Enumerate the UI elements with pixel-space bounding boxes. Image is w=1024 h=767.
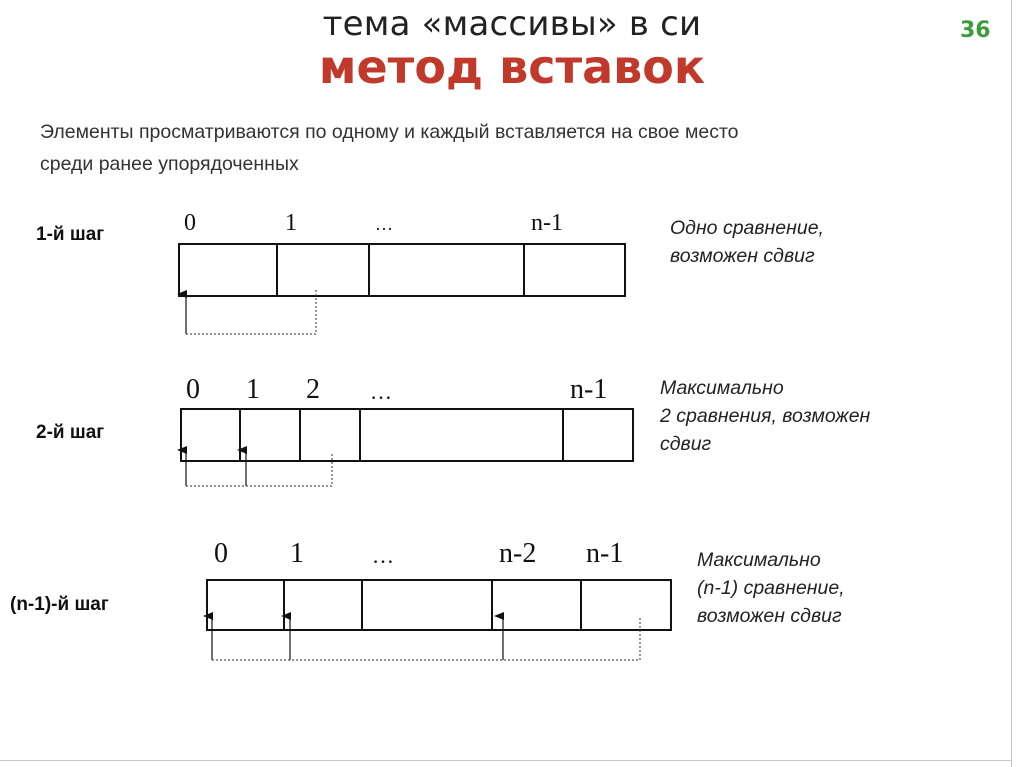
step-1-note-line-2: возможен сдвиг bbox=[670, 245, 815, 267]
description-line-1: Элементы просматриваются по одному и каждый вставляется на свое место bbox=[40, 121, 739, 143]
step-last-index-last: n-1 bbox=[586, 538, 624, 569]
step-2-dotted-path bbox=[186, 452, 332, 486]
step-2-index-0: 0 bbox=[186, 374, 200, 405]
step-1-note-line-1: Одно сравнение, bbox=[670, 217, 824, 239]
step-2-index-ellipsis: … bbox=[370, 379, 392, 404]
step-1-index-1: 1 bbox=[285, 210, 297, 236]
page-number: 36 bbox=[960, 18, 991, 43]
step-last-note-line-2: (n-1) сравнение, bbox=[697, 577, 845, 599]
step-2-array bbox=[181, 409, 633, 461]
step-last-index-n2: n-2 bbox=[499, 538, 537, 569]
step-last-array-outline bbox=[207, 580, 671, 630]
step-2-arrows bbox=[186, 450, 332, 486]
slide-subtitle: метод вставок bbox=[318, 40, 706, 94]
step-last-dotted-path bbox=[212, 618, 640, 660]
step-2-label: 2-й шаг bbox=[36, 422, 105, 443]
step-last-array bbox=[207, 580, 671, 630]
step-2-index-2: 2 bbox=[306, 374, 320, 405]
step-2-note-line-1: Максимально bbox=[660, 377, 784, 399]
step-2-note-line-2: 2 сравнения, возможен bbox=[660, 405, 871, 427]
description-line-2: среди ранее упорядоченных bbox=[40, 153, 299, 175]
step-last-index-1: 1 bbox=[290, 538, 304, 569]
step-last-index-0: 0 bbox=[214, 538, 228, 569]
step-last-index-ellipsis: … bbox=[372, 543, 394, 568]
step-2-index-last: n-1 bbox=[570, 374, 608, 405]
step-last-note-line-1: Максимально bbox=[697, 549, 821, 571]
step-1-array-outline bbox=[179, 244, 625, 296]
step-2-array-outline bbox=[181, 409, 633, 461]
slide-title: тема «массивы» в си bbox=[322, 4, 702, 44]
step-1-label: 1-й шаг bbox=[36, 224, 105, 245]
step-2-note-line-3: сдвиг bbox=[660, 433, 712, 455]
step-2-index-1: 1 bbox=[246, 374, 260, 405]
step-1-index-last: n-1 bbox=[531, 210, 563, 236]
step-last-arrows bbox=[212, 616, 640, 660]
step-last-note-line-3: возможен сдвиг bbox=[697, 605, 842, 627]
step-last-label: (n-1)-й шаг bbox=[10, 594, 109, 615]
step-1-index-ellipsis: … bbox=[375, 214, 393, 234]
step-1-array bbox=[179, 244, 625, 296]
step-1-index-0: 0 bbox=[184, 210, 196, 236]
